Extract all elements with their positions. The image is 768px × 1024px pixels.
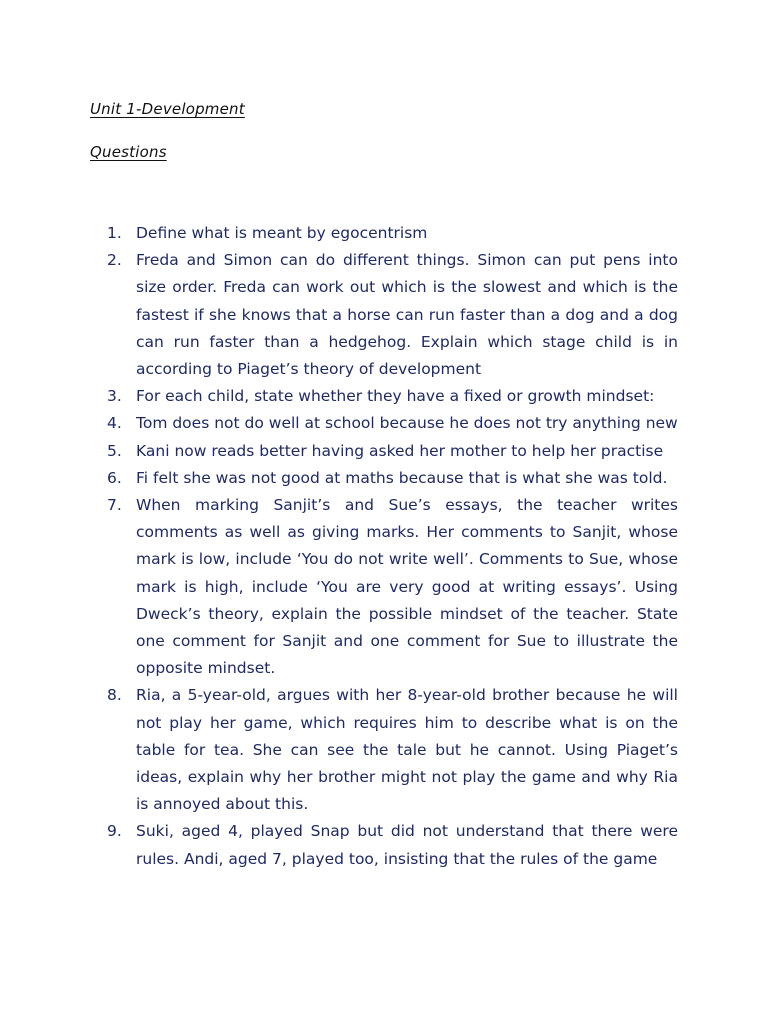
question-text: Suki, aged 4, played Snap but did not understand that there were rules. Andi, aged 7, played too, insisting that the rules of the game <box>136 822 678 868</box>
question-item-1 <box>107 220 678 247</box>
question-list <box>107 220 678 873</box>
question-item-5 <box>107 438 678 465</box>
question-text: Fi felt she was not good at maths because that is what she was told. <box>136 468 668 487</box>
questions-heading: Questions <box>90 143 167 161</box>
question-number: 9. <box>107 822 122 841</box>
question-number: 7. <box>107 496 122 515</box>
question-number: 4. <box>107 414 122 433</box>
question-text: For each child, state whether they have a fixed or growth mindset: <box>136 387 655 406</box>
question-text: Define what is meant by egocentrism <box>136 224 428 242</box>
question-number: 6. <box>107 468 122 487</box>
question-text: Kani now reads better having asked her mother to help her practise <box>136 441 664 460</box>
question-item-6 <box>107 465 678 492</box>
question-text: Ria, a 5-year-old, argues with her 8-year-old brother because he will not play her game, which requires him to describe what is on the table for tea. She can see the tale but he cannot. Using Piaget’s ideas, explain why her brother might not play the game and why Ria is annoyed about this. <box>136 686 678 814</box>
question-item-2 <box>107 247 678 383</box>
question-item-8 <box>107 682 678 818</box>
question-number: 8. <box>107 686 122 705</box>
question-item-3 <box>107 383 678 410</box>
question-number: 1. <box>107 224 122 242</box>
question-item-9 <box>107 818 678 872</box>
question-number: 2. <box>107 251 122 270</box>
question-text: When marking Sanjit’s and Sue’s essays, the teacher writes comments as well as giving marks. Her comments to Sanjit, whose mark is low, include ‘You do not write well’. Comments to Sue, whose mark is high, include ‘You are very good at writing essays’. Using Dweck’s theory, explain the possible mindset of the teacher. State one comment for Sanjit and one comment for Sue to illustrate the opposite mindset. <box>136 496 678 678</box>
question-number: 3. <box>107 387 122 406</box>
question-item-7 <box>107 492 678 682</box>
unit-title: Unit 1-Development <box>90 100 245 118</box>
question-text: Freda and Simon can do different things. Simon can put pens into size order. Freda can work out which is the slowest and which is the fastest if she knows that a horse can run faster than a dog and a dog can run faster than a hedgehog. Explain which stage child is in according to Piaget’s theory of development <box>136 251 678 379</box>
question-number: 5. <box>107 441 122 460</box>
question-item-4 <box>107 410 678 437</box>
question-text: Tom does not do well at school because he does not try anything new <box>136 414 678 433</box>
